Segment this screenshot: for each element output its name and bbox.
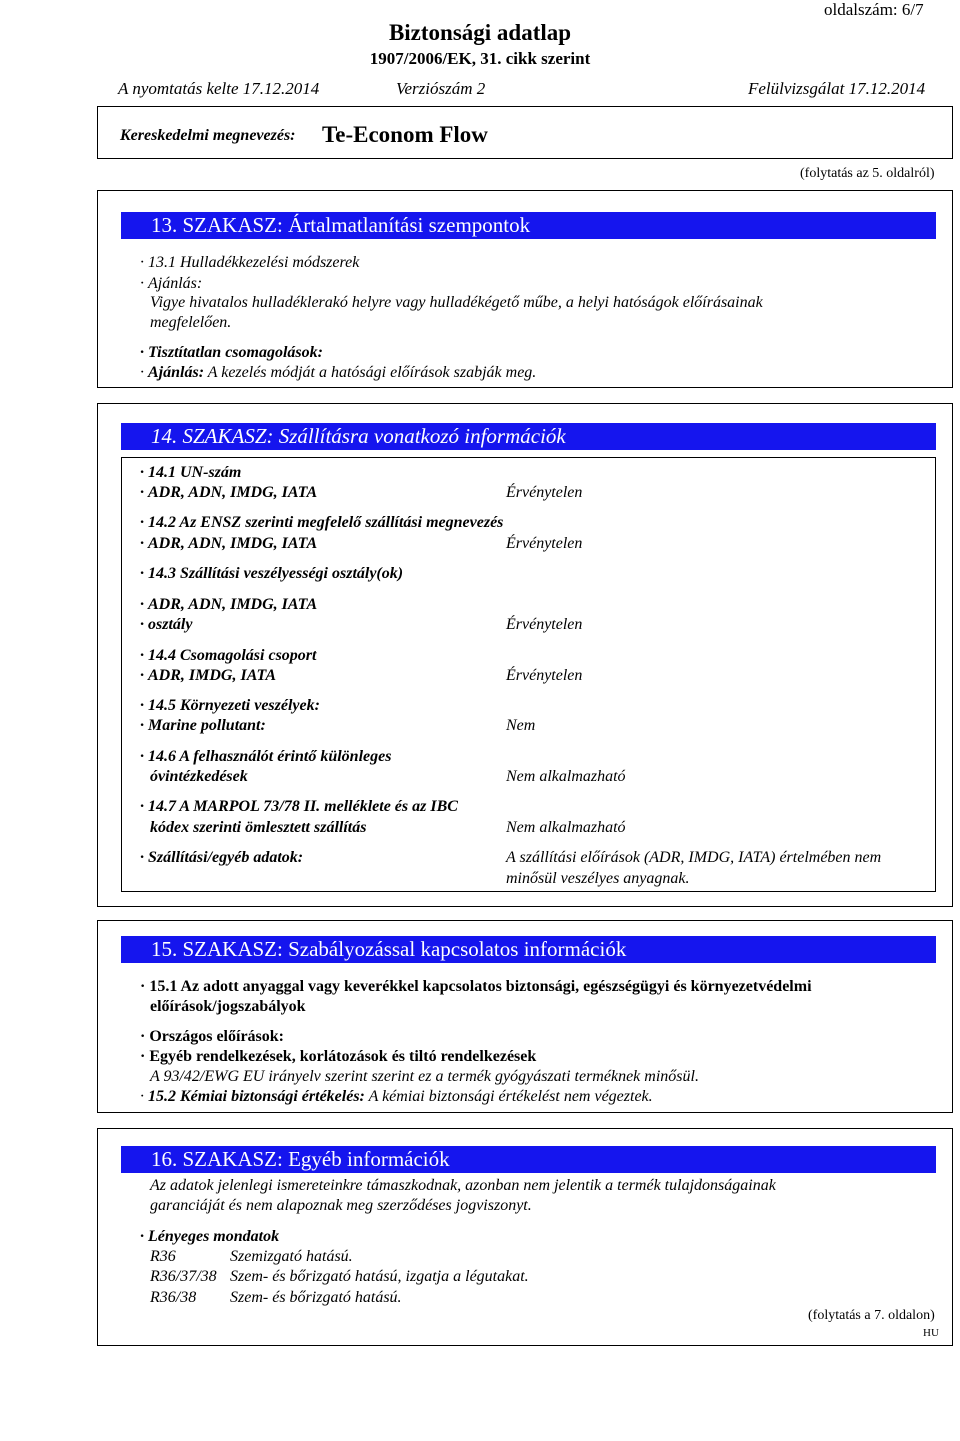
- print-date: A nyomtatás kelte 17.12.2014: [118, 79, 320, 98]
- trade-name: Te-Econom Flow: [322, 122, 488, 147]
- revision: Felülvizsgálat 17.12.2014: [748, 79, 926, 98]
- s14-r1-label: · ADR, ADN, IMDG, IATA: [140, 484, 318, 501]
- s14-r5-value: Nem: [506, 717, 536, 734]
- s14-r7-value: Nem alkalmazható: [506, 819, 626, 836]
- phrase-code: R36/38: [150, 1289, 197, 1306]
- section-15-title: 15. SZAKASZ: Szabályozással kapcsolatos információk: [121, 936, 936, 963]
- s15-national: · Országos előírások:: [140, 1028, 284, 1045]
- phrase-text: Szemizgató hatású.: [230, 1248, 353, 1265]
- s14-un-number: · 14.1 UN-szám: [140, 464, 242, 481]
- s14-r1-value: Érvénytelen: [506, 484, 583, 501]
- s14-packing-group: · 14.4 Csomagolási csoport: [140, 647, 317, 664]
- s14-r5-label: · Marine pollutant:: [140, 717, 266, 734]
- s14-other-info-2: minősül veszélyes anyagnak.: [506, 870, 690, 887]
- s15-other-provisions: · Egyéb rendelkezések, korlátozások és tiltó rendelkezések: [140, 1048, 537, 1065]
- s14-r4-value: Érvénytelen: [506, 667, 583, 684]
- version: Verziószám 2: [396, 79, 486, 98]
- s14-other-info-1: A szállítási előírások (ADR, IMDG, IATA) értelmében nem: [506, 849, 882, 866]
- s13-text-2: megfelelően.: [150, 314, 232, 331]
- section-14-title: 14. SZAKASZ: Szállításra vonatkozó információk: [121, 423, 936, 450]
- s14-marpol: · 14.7 A MARPOL 73/78 II. melléklete és az IBC: [140, 798, 458, 815]
- trade-name-box: [97, 106, 953, 159]
- s13-uncleaned-packaging: · Tisztítatlan csomagolások:: [140, 344, 323, 361]
- s14-hazard-class: · 14.3 Szállítási veszélyességi osztály(ok): [140, 565, 404, 582]
- phrase-code: R36/37/38: [150, 1268, 217, 1285]
- s14-r7-label: kódex szerinti ömlesztett szállítás: [150, 819, 367, 836]
- s16-disclaimer-2: garanciáját és nem alapoznak meg szerződéses jogviszonyt.: [150, 1197, 532, 1214]
- s14-shipping-name: · 14.2 Az ENSZ szerinti megfelelő szállítási megnevezés: [140, 514, 504, 531]
- s14-other-info-label: · Szállítási/egyéb adatok:: [140, 849, 304, 866]
- doc-subtitle: 1907/2006/EK, 31. cikk szerint: [369, 49, 591, 68]
- s15-medical-device: A 93/42/EWG EU irányelv szerint szerint ez a termék gyógyászati terméknek minősül.: [150, 1068, 699, 1085]
- section-13-title: 13. SZAKASZ: Ártalmatlanítási szempontok: [121, 212, 936, 239]
- phrase-text: Szem- és bőrizgató hatású, izgatja a légutakat.: [230, 1268, 529, 1285]
- continued-to: (folytatás a 7. oldalon): [808, 1308, 935, 1323]
- continued-from: (folytatás az 5. oldalról): [800, 166, 935, 181]
- section-16-title: 16. SZAKASZ: Egyéb információk: [121, 1146, 936, 1173]
- s14-r6-value: Nem alkalmazható: [506, 768, 626, 785]
- s14-r2-value: Érvénytelen: [506, 535, 583, 552]
- s14-r2-label: · ADR, ADN, IMDG, IATA: [140, 535, 318, 552]
- s14-r3-value: Érvénytelen: [506, 616, 583, 633]
- trade-name-label: Kereskedelmi megnevezés:: [120, 127, 296, 144]
- s14-r4-label: · ADR, IMDG, IATA: [140, 667, 277, 684]
- s14-special-precautions: · 14.6 A felhasználót érintő különleges: [140, 748, 392, 765]
- s15-regulations-1: · 15.1 Az adott anyaggal vagy keverékkel kapcsolatos biztonsági, egészségügyi és környezetvédelmi: [140, 978, 812, 995]
- s14-r3-label-2: · osztály: [140, 616, 193, 633]
- s14-r6-label: óvintézkedések: [150, 768, 248, 785]
- doc-title: Biztonsági adatlap: [388, 20, 572, 45]
- s14-r3-label-1: · ADR, ADN, IMDG, IATA: [140, 596, 318, 613]
- phrase-code: R36: [150, 1248, 176, 1265]
- s16-disclaimer-1: Az adatok jelenlegi ismereteinkre támaszkodnak, azonban nem jelentik a termék tulajdonságainak: [150, 1177, 776, 1194]
- s16-relevant-phrases: · Lényeges mondatok: [140, 1228, 280, 1245]
- language-code: HU: [923, 1327, 939, 1339]
- phrase-text: Szem- és bőrizgató hatású.: [230, 1289, 402, 1306]
- page-number: oldalszám: 6/7: [824, 0, 924, 19]
- s15-chem-assessment: · 15.2 Kémiai biztonsági értékelés: A kémiai biztonsági értékelést nem végeztek.: [140, 1088, 653, 1105]
- s13-packaging-recommendation: · Ajánlás: A kezelés módját a hatósági előírások szabják meg.: [140, 364, 537, 381]
- s15-regulations-2: előírások/jogszabályok: [150, 998, 306, 1015]
- s13-waste-methods: · 13.1 Hulladékkezelési módszerek: [140, 254, 360, 271]
- s13-text-1: Vigye hivatalos hulladéklerakó helyre vagy hulladékégető műbe, a helyi hatóságok előírásainak: [150, 294, 763, 311]
- s14-env-hazards: · 14.5 Környezeti veszélyek:: [140, 697, 320, 714]
- s13-recommendation: · Ajánlás:: [140, 275, 203, 292]
